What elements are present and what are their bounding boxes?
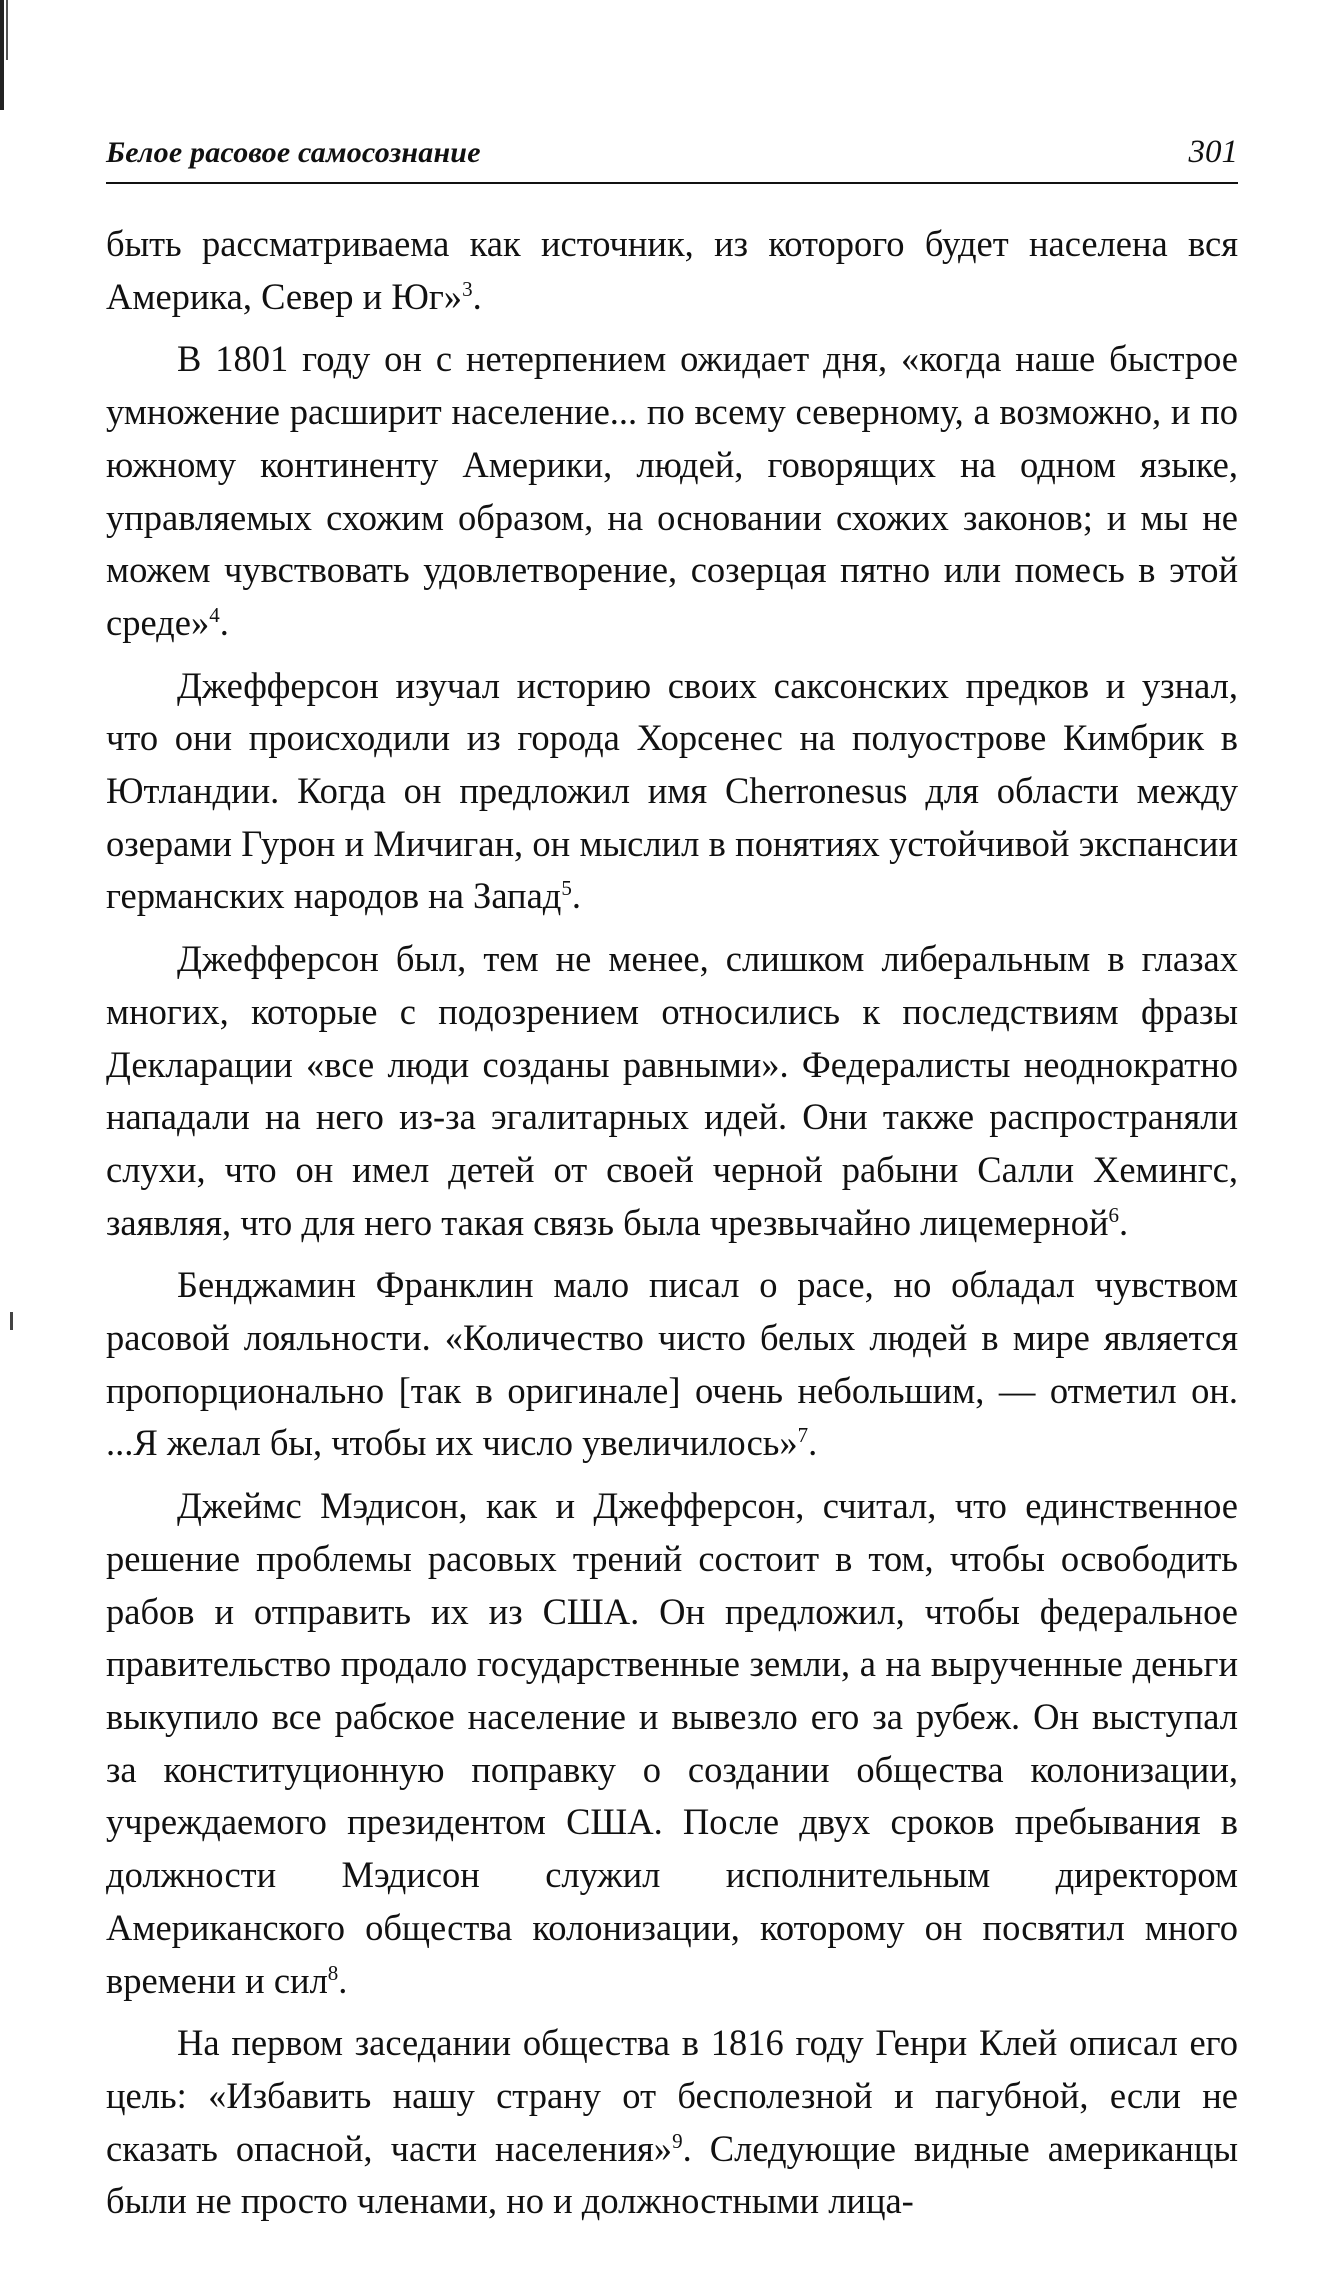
paragraph-text: Бенджамин Франклин мало писал о расе, но обладал чувством расовой лояльности. «Количество чисто белых людей в мире является пропорционально [так в оригинале] очень небольшим, — отметил он. ...Я желал бы, чтобы их число увеличилось» — [106, 1264, 1238, 1464]
paragraph-tail: . — [1119, 1201, 1129, 1243]
paragraph — [106, 660, 1238, 924]
paragraph — [106, 933, 1238, 1249]
paragraph-text: В 1801 году он с нетерпением ожидает дня, «когда наше быстрое умножение расширит население... по всему северному, а возможно, и по южному континенту Америки, людей, говорящих на одном языке, управляемых схожим образом, на основании схожих законов; и мы не можем чувствовать удовлетворение, созерцая пятно или помесь в этой среде» — [106, 338, 1238, 643]
binding-edge-mark — [0, 0, 4, 110]
footnote-ref: 6 — [1108, 1202, 1120, 1227]
footnote-ref: 9 — [672, 2128, 683, 2153]
footnote-ref: 7 — [797, 1423, 809, 1448]
running-title: Белое расовое самосознание — [106, 136, 481, 169]
paragraph-text: Джеймс Мэдисон, как и Джефферсон, считал, что единственное решение проблемы расовых трений состоит в том, чтобы освободить рабов и отправить их из США. Он предложил, чтобы федеральное правительство продало государственные земли, а на вырученные деньги выкупило все рабское население и вывезло его за рубеж. Он выступал за конституционную поправку о создании общества колонизации, учреждаемого президентом США. После двух сроков пребывания в должности Мэдисон служил исполнительным директором Американского общества колонизации, которому он посвятил много времени и сил — [106, 1485, 1238, 2001]
body-text — [106, 218, 1238, 2228]
paragraph — [106, 1259, 1238, 1470]
paragraph-text: Джефферсон был, тем не менее, слишком либеральным в глазах многих, которые с подозрением относились к последствиям фразы Декларации «все люди созданы равными». Федералисты неоднократно нападали на него из-за эгалитарных идей. Они также распространяли слухи, что он имел детей от своей черной рабыни Салли Хемингс, заявляя, что для него такая связь была чрезвычайно лицемерной — [106, 938, 1238, 1243]
paragraph-text: быть рассматриваема как источник, из которого будет населена вся Америка, Север и Юг» — [106, 223, 1238, 317]
footnote-ref: 3 — [462, 276, 473, 301]
paragraph-tail: . Следующие видные американцы были не просто членами, но и должностными лица- — [106, 2127, 1238, 2222]
paragraph-text: Джефферсон изучал историю своих саксонских предков и узнал, что они происходили из города Хорсенес на полуострове Кимбрик в Ютландии. Когда он предложил имя Cherronesus для области между озерами Гурон и Мичиган, он мыслил в понятиях устойчивой экспансии германских народов на Запад — [106, 664, 1238, 917]
paragraph-tail: . — [219, 601, 229, 643]
paragraph-tail: . — [472, 275, 482, 317]
margin-scan-mark — [10, 1312, 13, 1330]
binding-edge-mark-secondary — [6, 0, 8, 60]
paragraph — [106, 1480, 1238, 2007]
paragraph-tail: . — [808, 1422, 818, 1464]
page-header — [106, 132, 1238, 184]
footnote-ref: 8 — [327, 1960, 339, 1985]
paragraph-tail: . — [571, 875, 581, 917]
paragraph-tail: . — [338, 1959, 348, 2001]
paragraph — [106, 333, 1238, 649]
paragraph — [106, 2017, 1238, 2228]
footnote-ref: 4 — [209, 602, 220, 627]
footnote-ref: 5 — [561, 876, 572, 901]
paragraph — [106, 218, 1238, 323]
page-number: 301 — [1188, 134, 1238, 170]
paragraph-text: На первом заседании общества в 1816 году Генри Клей описал его цель: «Избавить нашу страну от бесполезной и пагубной, если не сказать опасной, части населения» — [106, 2022, 1238, 2169]
